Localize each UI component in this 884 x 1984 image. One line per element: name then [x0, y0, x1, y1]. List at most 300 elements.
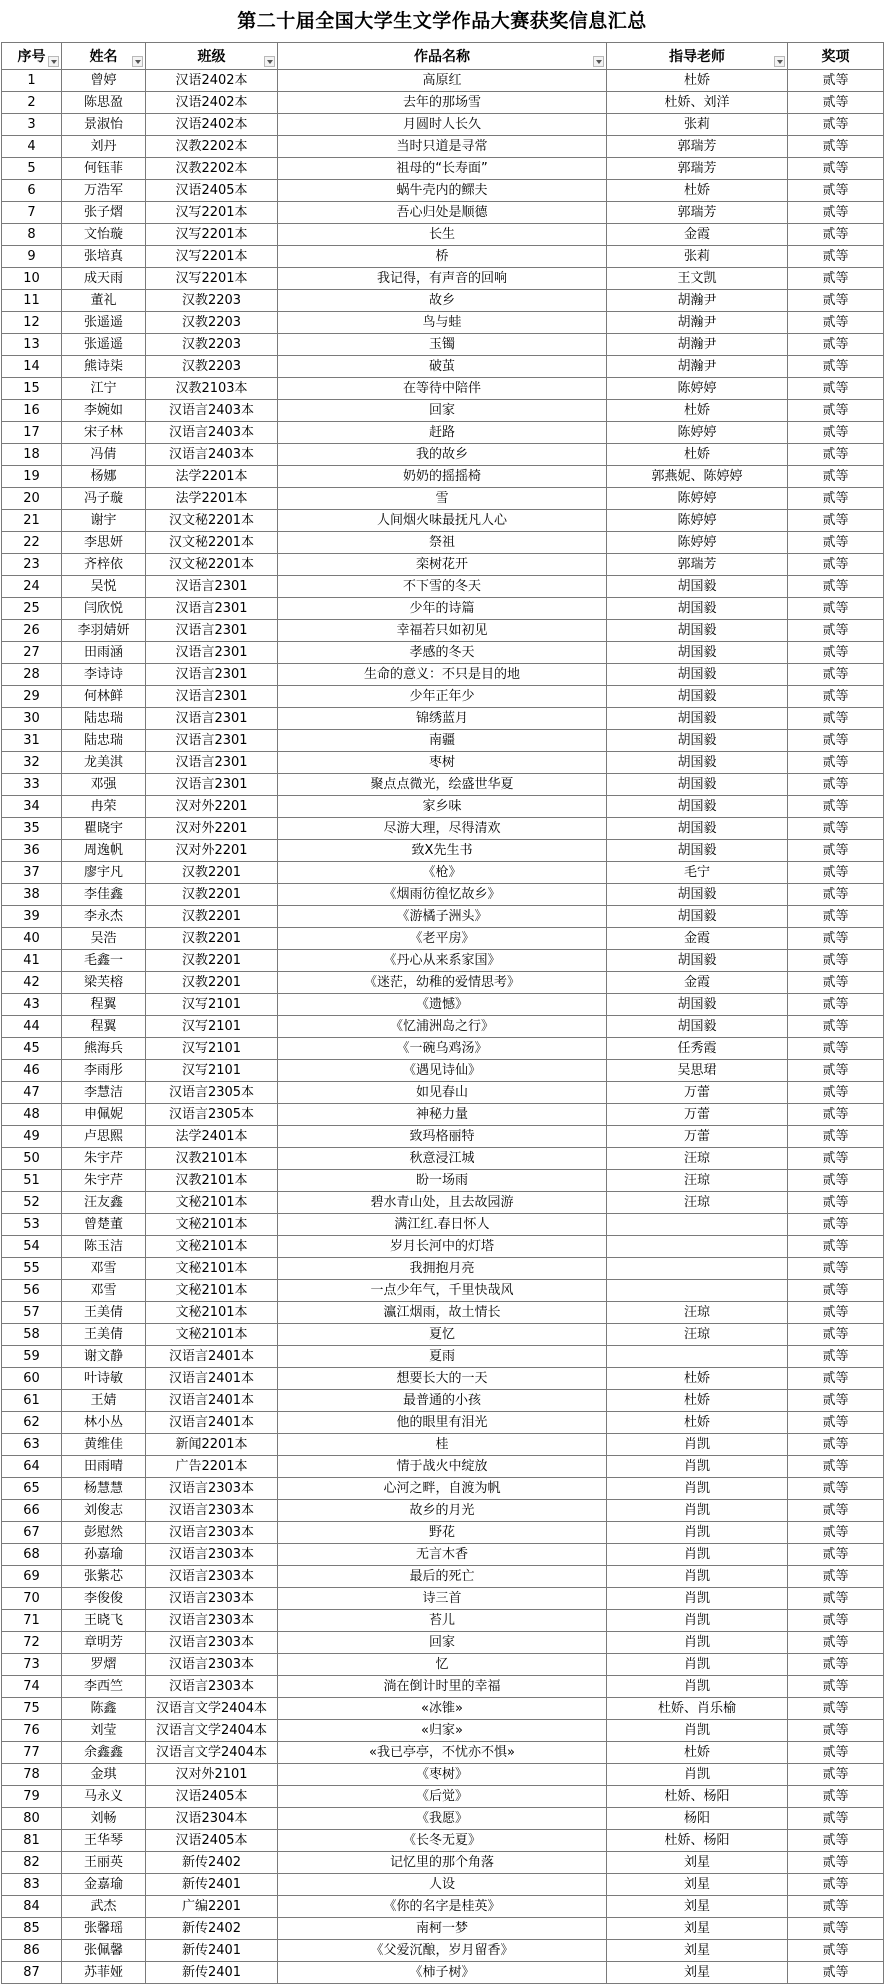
cell-work[interactable]: 在等待中陪伴 — [278, 378, 607, 400]
cell-class[interactable]: 汉文秘2201本 — [146, 532, 278, 554]
cell-teacher[interactable]: 胡国毅 — [607, 730, 788, 752]
cell-class[interactable]: 汉教2202本 — [146, 158, 278, 180]
cell-teacher[interactable]: 肖凯 — [607, 1764, 788, 1786]
cell-teacher[interactable]: 毛宁 — [607, 862, 788, 884]
cell-class[interactable]: 汉写2201本 — [146, 268, 278, 290]
cell-award[interactable]: 贰等 — [788, 1280, 884, 1302]
cell-no[interactable]: 81 — [2, 1830, 62, 1852]
cell-award[interactable]: 贰等 — [788, 180, 884, 202]
cell-class[interactable]: 文秘2101本 — [146, 1258, 278, 1280]
cell-class[interactable]: 法学2401本 — [146, 1126, 278, 1148]
cell-no[interactable]: 8 — [2, 224, 62, 246]
cell-name[interactable]: 李雨彤 — [62, 1060, 146, 1082]
cell-work[interactable]: 人间烟火味最抚凡人心 — [278, 510, 607, 532]
cell-work[interactable]: 《长冬无夏》 — [278, 1830, 607, 1852]
cell-teacher[interactable]: 陈婷婷 — [607, 378, 788, 400]
cell-teacher[interactable]: 杜娇、杨阳 — [607, 1786, 788, 1808]
filter-dropdown-icon[interactable] — [132, 56, 143, 67]
cell-award[interactable]: 贰等 — [788, 840, 884, 862]
cell-no[interactable]: 43 — [2, 994, 62, 1016]
cell-work[interactable]: 长生 — [278, 224, 607, 246]
cell-no[interactable]: 66 — [2, 1500, 62, 1522]
cell-award[interactable]: 贰等 — [788, 1214, 884, 1236]
cell-work[interactable]: 记忆里的那个角落 — [278, 1852, 607, 1874]
cell-teacher[interactable]: 胡国毅 — [607, 642, 788, 664]
cell-no[interactable]: 39 — [2, 906, 62, 928]
cell-teacher[interactable]: 陈婷婷 — [607, 422, 788, 444]
cell-class[interactable]: 汉语言2403本 — [146, 422, 278, 444]
cell-award[interactable]: 贰等 — [788, 246, 884, 268]
cell-no[interactable]: 42 — [2, 972, 62, 994]
cell-no[interactable]: 28 — [2, 664, 62, 686]
cell-name[interactable]: 谢宇 — [62, 510, 146, 532]
cell-award[interactable]: 贰等 — [788, 532, 884, 554]
cell-class[interactable]: 汉语言文学2404本 — [146, 1742, 278, 1764]
cell-name[interactable]: 王美倩 — [62, 1324, 146, 1346]
cell-class[interactable]: 汉教2201 — [146, 950, 278, 972]
cell-class[interactable]: 汉语2405本 — [146, 1786, 278, 1808]
cell-no[interactable]: 56 — [2, 1280, 62, 1302]
cell-class[interactable]: 汉教2203 — [146, 312, 278, 334]
cell-name[interactable]: 罗熠 — [62, 1654, 146, 1676]
cell-name[interactable]: 叶诗敏 — [62, 1368, 146, 1390]
cell-class[interactable]: 汉语言2303本 — [146, 1500, 278, 1522]
cell-name[interactable]: 曾楚董 — [62, 1214, 146, 1236]
cell-teacher[interactable]: 汪琼 — [607, 1302, 788, 1324]
cell-award[interactable]: 贰等 — [788, 1412, 884, 1434]
cell-award[interactable]: 贰等 — [788, 1742, 884, 1764]
cell-award[interactable]: 贰等 — [788, 862, 884, 884]
cell-no[interactable]: 46 — [2, 1060, 62, 1082]
cell-no[interactable]: 67 — [2, 1522, 62, 1544]
cell-award[interactable]: 贰等 — [788, 576, 884, 598]
cell-work[interactable]: 我的故乡 — [278, 444, 607, 466]
cell-work[interactable]: 幸福若只如初见 — [278, 620, 607, 642]
cell-class[interactable]: 汉写2101 — [146, 1060, 278, 1082]
cell-class[interactable]: 文秘2101本 — [146, 1214, 278, 1236]
cell-award[interactable]: 贰等 — [788, 1258, 884, 1280]
cell-name[interactable]: 冉荣 — [62, 796, 146, 818]
cell-work[interactable]: 心河之畔，自渡为帆 — [278, 1478, 607, 1500]
cell-name[interactable]: 刘畅 — [62, 1808, 146, 1830]
cell-no[interactable]: 57 — [2, 1302, 62, 1324]
cell-teacher[interactable]: 肖凯 — [607, 1544, 788, 1566]
cell-teacher[interactable]: 张莉 — [607, 114, 788, 136]
cell-teacher[interactable]: 胡国毅 — [607, 620, 788, 642]
cell-award[interactable]: 贰等 — [788, 686, 884, 708]
cell-award[interactable]: 贰等 — [788, 1016, 884, 1038]
cell-teacher[interactable]: 杜娇 — [607, 444, 788, 466]
cell-no[interactable]: 22 — [2, 532, 62, 554]
cell-work[interactable]: 桂 — [278, 1434, 607, 1456]
cell-teacher[interactable] — [607, 1346, 788, 1368]
cell-work[interactable]: 当时只道是寻常 — [278, 136, 607, 158]
cell-name[interactable]: 张子熠 — [62, 202, 146, 224]
cell-award[interactable]: 贰等 — [788, 1720, 884, 1742]
cell-award[interactable]: 贰等 — [788, 1082, 884, 1104]
cell-class[interactable]: 汉教2203 — [146, 334, 278, 356]
cell-work[interactable]: 南柯一梦 — [278, 1918, 607, 1940]
header-work[interactable] — [278, 43, 607, 70]
cell-teacher[interactable]: 郭瑞芳 — [607, 158, 788, 180]
cell-class[interactable]: 汉语言2301 — [146, 752, 278, 774]
cell-no[interactable]: 86 — [2, 1940, 62, 1962]
cell-no[interactable]: 41 — [2, 950, 62, 972]
cell-work[interactable]: 苔儿 — [278, 1610, 607, 1632]
cell-no[interactable]: 37 — [2, 862, 62, 884]
cell-teacher[interactable]: 杜娇、杨阳 — [607, 1830, 788, 1852]
cell-name[interactable]: 冯倩 — [62, 444, 146, 466]
cell-no[interactable]: 74 — [2, 1676, 62, 1698]
header-name[interactable] — [62, 43, 146, 70]
cell-award[interactable]: 贰等 — [788, 554, 884, 576]
cell-class[interactable]: 新传2401 — [146, 1874, 278, 1896]
cell-no[interactable]: 4 — [2, 136, 62, 158]
header-award[interactable] — [788, 43, 884, 70]
cell-work[interactable]: 忆 — [278, 1654, 607, 1676]
cell-no[interactable]: 52 — [2, 1192, 62, 1214]
cell-award[interactable]: 贰等 — [788, 664, 884, 686]
cell-no[interactable]: 83 — [2, 1874, 62, 1896]
cell-work[interactable]: 我拥抱月亮 — [278, 1258, 607, 1280]
cell-award[interactable]: 贰等 — [788, 356, 884, 378]
cell-no[interactable]: 10 — [2, 268, 62, 290]
cell-class[interactable]: 汉语2402本 — [146, 70, 278, 92]
cell-no[interactable]: 72 — [2, 1632, 62, 1654]
cell-no[interactable]: 14 — [2, 356, 62, 378]
cell-no[interactable]: 5 — [2, 158, 62, 180]
header-class[interactable] — [146, 43, 278, 70]
cell-work[interactable]: 《遇见诗仙》 — [278, 1060, 607, 1082]
cell-work[interactable]: 《游橘子洲头》 — [278, 906, 607, 928]
cell-work[interactable]: 《迷茫，幼稚的爱情思考》 — [278, 972, 607, 994]
cell-name[interactable]: 吴悦 — [62, 576, 146, 598]
cell-work[interactable]: 枣树 — [278, 752, 607, 774]
cell-name[interactable]: 文怡璇 — [62, 224, 146, 246]
cell-name[interactable]: 陈鑫 — [62, 1698, 146, 1720]
cell-class[interactable]: 汉语言2301 — [146, 598, 278, 620]
cell-teacher[interactable]: 胡国毅 — [607, 1016, 788, 1038]
cell-teacher[interactable]: 胡国毅 — [607, 664, 788, 686]
cell-award[interactable]: 贰等 — [788, 972, 884, 994]
cell-work[interactable]: 少年的诗篇 — [278, 598, 607, 620]
cell-name[interactable]: 李婉如 — [62, 400, 146, 422]
cell-class[interactable]: 汉语言2303本 — [146, 1588, 278, 1610]
cell-teacher[interactable]: 刘星 — [607, 1962, 788, 1984]
cell-teacher[interactable] — [607, 1280, 788, 1302]
cell-no[interactable]: 51 — [2, 1170, 62, 1192]
cell-no[interactable]: 36 — [2, 840, 62, 862]
cell-work[interactable]: 一点少年气，千里快哉风 — [278, 1280, 607, 1302]
cell-no[interactable]: 61 — [2, 1390, 62, 1412]
cell-no[interactable]: 33 — [2, 774, 62, 796]
cell-work[interactable]: 《忆浦洲岛之行》 — [278, 1016, 607, 1038]
cell-teacher[interactable]: 胡国毅 — [607, 796, 788, 818]
cell-award[interactable]: 贰等 — [788, 400, 884, 422]
cell-class[interactable]: 汉教2201 — [146, 862, 278, 884]
cell-award[interactable]: 贰等 — [788, 1346, 884, 1368]
cell-work[interactable]: «冰锥» — [278, 1698, 607, 1720]
cell-class[interactable]: 汉对外2201 — [146, 840, 278, 862]
cell-work[interactable]: 碧水青山处，且去故园游 — [278, 1192, 607, 1214]
cell-name[interactable]: 刘俊志 — [62, 1500, 146, 1522]
cell-work[interactable]: 情于战火中绽放 — [278, 1456, 607, 1478]
cell-name[interactable]: 张紫芯 — [62, 1566, 146, 1588]
cell-work[interactable]: 夏忆 — [278, 1324, 607, 1346]
cell-no[interactable]: 3 — [2, 114, 62, 136]
cell-award[interactable]: 贰等 — [788, 1126, 884, 1148]
cell-award[interactable]: 贰等 — [788, 950, 884, 972]
cell-name[interactable]: 林小丛 — [62, 1412, 146, 1434]
cell-work[interactable]: 《丹心从来系家国》 — [278, 950, 607, 972]
cell-no[interactable]: 62 — [2, 1412, 62, 1434]
cell-class[interactable]: 文秘2101本 — [146, 1192, 278, 1214]
cell-no[interactable]: 79 — [2, 1786, 62, 1808]
cell-name[interactable]: 金嘉瑜 — [62, 1874, 146, 1896]
cell-class[interactable]: 法学2201本 — [146, 488, 278, 510]
cell-work[interactable]: 南疆 — [278, 730, 607, 752]
cell-work[interactable]: «我已亭亭，不忧亦不惧» — [278, 1742, 607, 1764]
cell-work[interactable]: 《父爱沉酿，岁月留香》 — [278, 1940, 607, 1962]
cell-award[interactable]: 贰等 — [788, 1918, 884, 1940]
cell-name[interactable]: 江宁 — [62, 378, 146, 400]
cell-teacher[interactable]: 郭燕妮、陈婷婷 — [607, 466, 788, 488]
cell-work[interactable]: 玉镯 — [278, 334, 607, 356]
cell-work[interactable]: 《枪》 — [278, 862, 607, 884]
cell-class[interactable]: 汉写2201本 — [146, 202, 278, 224]
cell-no[interactable]: 87 — [2, 1962, 62, 1984]
cell-no[interactable]: 64 — [2, 1456, 62, 1478]
cell-name[interactable]: 黄维佳 — [62, 1434, 146, 1456]
cell-no[interactable]: 40 — [2, 928, 62, 950]
cell-teacher[interactable]: 杜娇、肖乐榆 — [607, 1698, 788, 1720]
cell-no[interactable]: 59 — [2, 1346, 62, 1368]
cell-no[interactable]: 76 — [2, 1720, 62, 1742]
cell-name[interactable]: 齐梓依 — [62, 554, 146, 576]
cell-class[interactable]: 汉语言2401本 — [146, 1412, 278, 1434]
cell-name[interactable]: 李佳鑫 — [62, 884, 146, 906]
cell-no[interactable]: 73 — [2, 1654, 62, 1676]
cell-class[interactable]: 汉对外2101 — [146, 1764, 278, 1786]
cell-work[interactable]: 不下雪的冬天 — [278, 576, 607, 598]
cell-teacher[interactable]: 杜娇 — [607, 180, 788, 202]
cell-class[interactable]: 文秘2101本 — [146, 1324, 278, 1346]
cell-name[interactable]: 闫欣悦 — [62, 598, 146, 620]
cell-award[interactable]: 贰等 — [788, 1544, 884, 1566]
cell-name[interactable]: 万浩军 — [62, 180, 146, 202]
cell-teacher[interactable]: 肖凯 — [607, 1720, 788, 1742]
cell-name[interactable]: 张佩馨 — [62, 1940, 146, 1962]
cell-no[interactable]: 50 — [2, 1148, 62, 1170]
cell-work[interactable]: 致X先生书 — [278, 840, 607, 862]
cell-award[interactable]: 贰等 — [788, 1940, 884, 1962]
cell-work[interactable]: 最普通的小孩 — [278, 1390, 607, 1412]
cell-class[interactable]: 汉语言文学2404本 — [146, 1698, 278, 1720]
cell-class[interactable]: 汉语言2303本 — [146, 1610, 278, 1632]
cell-class[interactable]: 汉语2402本 — [146, 114, 278, 136]
cell-name[interactable]: 廖宇凡 — [62, 862, 146, 884]
cell-name[interactable]: 邓雪 — [62, 1258, 146, 1280]
cell-work[interactable]: 孝感的冬天 — [278, 642, 607, 664]
cell-award[interactable]: 贰等 — [788, 598, 884, 620]
cell-no[interactable]: 26 — [2, 620, 62, 642]
cell-work[interactable]: 满江红.春日怀人 — [278, 1214, 607, 1236]
cell-class[interactable]: 汉语言2303本 — [146, 1522, 278, 1544]
filter-dropdown-icon[interactable] — [264, 56, 275, 67]
cell-class[interactable]: 汉语言2401本 — [146, 1346, 278, 1368]
cell-work[interactable]: 鸟与蛙 — [278, 312, 607, 334]
cell-class[interactable]: 汉文秘2201本 — [146, 554, 278, 576]
cell-award[interactable]: 贰等 — [788, 1500, 884, 1522]
cell-name[interactable]: 朱宇芹 — [62, 1148, 146, 1170]
cell-teacher[interactable]: 肖凯 — [607, 1588, 788, 1610]
cell-teacher[interactable]: 胡瀚尹 — [607, 290, 788, 312]
cell-name[interactable]: 邓雪 — [62, 1280, 146, 1302]
cell-award[interactable]: 贰等 — [788, 1170, 884, 1192]
cell-work[interactable]: 生命的意义：不只是目的地 — [278, 664, 607, 686]
cell-award[interactable]: 贰等 — [788, 70, 884, 92]
cell-class[interactable]: 新传2402 — [146, 1918, 278, 1940]
cell-teacher[interactable]: 肖凯 — [607, 1676, 788, 1698]
cell-award[interactable]: 贰等 — [788, 510, 884, 532]
cell-award[interactable]: 贰等 — [788, 906, 884, 928]
cell-name[interactable]: 冯子璇 — [62, 488, 146, 510]
cell-teacher[interactable]: 刘星 — [607, 1896, 788, 1918]
cell-teacher[interactable]: 金霞 — [607, 224, 788, 246]
cell-no[interactable]: 47 — [2, 1082, 62, 1104]
cell-class[interactable]: 文秘2101本 — [146, 1302, 278, 1324]
cell-no[interactable]: 58 — [2, 1324, 62, 1346]
cell-work[interactable]: 赶路 — [278, 422, 607, 444]
cell-name[interactable]: 李思妍 — [62, 532, 146, 554]
cell-teacher[interactable]: 杜娇 — [607, 1368, 788, 1390]
cell-work[interactable]: 夏雨 — [278, 1346, 607, 1368]
cell-name[interactable]: 张馨瑶 — [62, 1918, 146, 1940]
cell-award[interactable]: 贰等 — [788, 730, 884, 752]
cell-class[interactable]: 汉语2402本 — [146, 92, 278, 114]
cell-award[interactable]: 贰等 — [788, 1830, 884, 1852]
cell-no[interactable]: 20 — [2, 488, 62, 510]
cell-name[interactable]: 邓强 — [62, 774, 146, 796]
cell-award[interactable]: 贰等 — [788, 1060, 884, 1082]
cell-award[interactable]: 贰等 — [788, 1874, 884, 1896]
cell-name[interactable]: 卢思熙 — [62, 1126, 146, 1148]
cell-work[interactable]: 《枣树》 — [278, 1764, 607, 1786]
cell-name[interactable]: 申佩妮 — [62, 1104, 146, 1126]
cell-teacher[interactable]: 郭瑞芳 — [607, 554, 788, 576]
cell-award[interactable]: 贰等 — [788, 92, 884, 114]
cell-work[interactable]: 高原红 — [278, 70, 607, 92]
cell-no[interactable]: 6 — [2, 180, 62, 202]
cell-name[interactable]: 熊海兵 — [62, 1038, 146, 1060]
cell-award[interactable]: 贰等 — [788, 774, 884, 796]
cell-class[interactable]: 汉教2201 — [146, 972, 278, 994]
cell-name[interactable]: 景淑怡 — [62, 114, 146, 136]
cell-work[interactable]: 家乡味 — [278, 796, 607, 818]
cell-work[interactable]: 瀛江烟雨，故土情长 — [278, 1302, 607, 1324]
cell-no[interactable]: 9 — [2, 246, 62, 268]
cell-teacher[interactable]: 胡国毅 — [607, 906, 788, 928]
cell-work[interactable]: 破茧 — [278, 356, 607, 378]
cell-name[interactable]: 周逸帆 — [62, 840, 146, 862]
cell-class[interactable]: 汉语2304本 — [146, 1808, 278, 1830]
cell-no[interactable]: 7 — [2, 202, 62, 224]
cell-name[interactable]: 陆忠瑞 — [62, 708, 146, 730]
cell-name[interactable]: 孙嘉瑜 — [62, 1544, 146, 1566]
cell-award[interactable]: 贰等 — [788, 444, 884, 466]
cell-award[interactable]: 贰等 — [788, 642, 884, 664]
cell-name[interactable]: 杨慧慧 — [62, 1478, 146, 1500]
cell-teacher[interactable]: 肖凯 — [607, 1500, 788, 1522]
cell-name[interactable]: 陈玉洁 — [62, 1236, 146, 1258]
cell-work[interactable]: 他的眼里有泪光 — [278, 1412, 607, 1434]
cell-no[interactable]: 69 — [2, 1566, 62, 1588]
cell-class[interactable]: 法学2201本 — [146, 466, 278, 488]
header-teacher[interactable] — [607, 43, 788, 70]
cell-name[interactable]: 刘莹 — [62, 1720, 146, 1742]
cell-work[interactable]: 秋意浸江城 — [278, 1148, 607, 1170]
cell-work[interactable]: 月圆时人长久 — [278, 114, 607, 136]
cell-award[interactable]: 贰等 — [788, 136, 884, 158]
cell-class[interactable]: 新闻2201本 — [146, 1434, 278, 1456]
cell-class[interactable]: 汉语言2301 — [146, 686, 278, 708]
cell-no[interactable]: 29 — [2, 686, 62, 708]
cell-award[interactable]: 贰等 — [788, 1808, 884, 1830]
cell-work[interactable]: 《后觉》 — [278, 1786, 607, 1808]
cell-no[interactable]: 25 — [2, 598, 62, 620]
cell-no[interactable]: 70 — [2, 1588, 62, 1610]
cell-class[interactable]: 汉语言2305本 — [146, 1082, 278, 1104]
cell-no[interactable]: 75 — [2, 1698, 62, 1720]
cell-award[interactable]: 贰等 — [788, 1324, 884, 1346]
cell-award[interactable]: 贰等 — [788, 466, 884, 488]
cell-no[interactable]: 12 — [2, 312, 62, 334]
cell-name[interactable]: 王丽英 — [62, 1852, 146, 1874]
cell-work[interactable]: 锦绣蓝月 — [278, 708, 607, 730]
cell-class[interactable]: 汉文秘2201本 — [146, 510, 278, 532]
cell-no[interactable]: 13 — [2, 334, 62, 356]
cell-teacher[interactable]: 胡国毅 — [607, 994, 788, 1016]
cell-teacher[interactable] — [607, 1236, 788, 1258]
cell-work[interactable]: 故乡的月光 — [278, 1500, 607, 1522]
cell-teacher[interactable]: 肖凯 — [607, 1610, 788, 1632]
cell-class[interactable]: 汉教2103本 — [146, 378, 278, 400]
cell-work[interactable]: 《一碗乌鸡汤》 — [278, 1038, 607, 1060]
cell-teacher[interactable]: 汪琼 — [607, 1324, 788, 1346]
cell-award[interactable]: 贰等 — [788, 268, 884, 290]
cell-award[interactable]: 贰等 — [788, 114, 884, 136]
cell-work[interactable]: 奶奶的摇摇椅 — [278, 466, 607, 488]
cell-work[interactable]: 故乡 — [278, 290, 607, 312]
cell-teacher[interactable]: 胡国毅 — [607, 884, 788, 906]
cell-class[interactable]: 汉语言2301 — [146, 708, 278, 730]
cell-name[interactable]: 谢文静 — [62, 1346, 146, 1368]
cell-award[interactable]: 贰等 — [788, 1962, 884, 1984]
cell-name[interactable]: 程翼 — [62, 994, 146, 1016]
cell-name[interactable]: 章明芳 — [62, 1632, 146, 1654]
cell-award[interactable]: 贰等 — [788, 1104, 884, 1126]
cell-work[interactable]: 盼一场雨 — [278, 1170, 607, 1192]
cell-work[interactable]: 《柿子树》 — [278, 1962, 607, 1984]
cell-teacher[interactable]: 万蕾 — [607, 1126, 788, 1148]
cell-name[interactable]: 杨娜 — [62, 466, 146, 488]
cell-name[interactable]: 马永义 — [62, 1786, 146, 1808]
cell-name[interactable]: 吴浩 — [62, 928, 146, 950]
cell-no[interactable]: 77 — [2, 1742, 62, 1764]
cell-name[interactable]: 王美倩 — [62, 1302, 146, 1324]
cell-award[interactable]: 贰等 — [788, 1456, 884, 1478]
cell-award[interactable]: 贰等 — [788, 202, 884, 224]
